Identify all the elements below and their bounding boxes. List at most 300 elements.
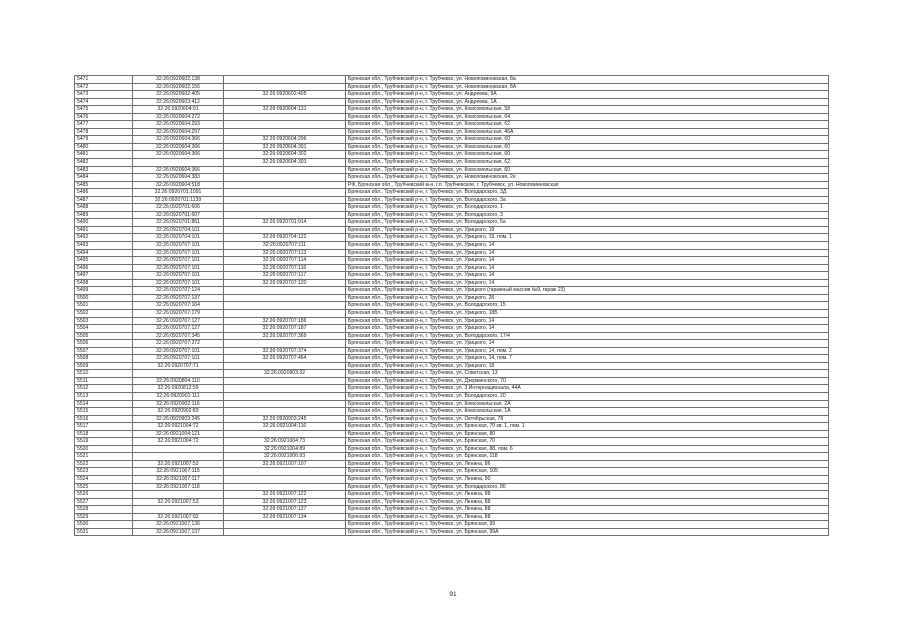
parcel-cadastral-cell: 32:26:0920804:110 xyxy=(133,377,224,385)
row-number-cell: 5480 xyxy=(75,143,133,151)
row-number-cell: 5516 xyxy=(75,415,133,423)
object-cadastral-cell xyxy=(224,166,346,174)
row-number-cell: 5490 xyxy=(75,219,133,227)
parcel-cadastral-cell: 32:26:0920701:1091 xyxy=(133,189,224,197)
row-number-cell: 5504 xyxy=(75,325,133,333)
parcel-cadastral-cell: 32:26:0920707:179 xyxy=(133,309,224,317)
parcel-cadastral-cell: 32:26:0920704:101 xyxy=(133,226,224,234)
object-cadastral-cell: 32:26:0920707:369 xyxy=(224,332,346,340)
table-row xyxy=(75,219,829,227)
table-row xyxy=(75,400,829,408)
object-cadastral-cell: 32:26:0920701:914 xyxy=(224,219,346,227)
row-number-cell: 5477 xyxy=(75,121,133,129)
table-row xyxy=(75,234,829,242)
address-cell: Брянская обл., Трубчевский р-н, г. Трубчевск, ул. Комсомольская, 64 xyxy=(346,113,829,121)
row-number-cell: 5502 xyxy=(75,309,133,317)
table-row xyxy=(75,189,829,197)
parcel-cadastral-cell: 32:26:0921007:115 xyxy=(133,468,224,476)
parcel-cadastral-cell: 32:26:0921007:53 xyxy=(133,460,224,468)
object-cadastral-cell xyxy=(224,302,346,310)
row-number-cell: 5520 xyxy=(75,445,133,453)
row-number-cell: 5531 xyxy=(75,528,133,536)
address-cell: Брянская обл., Трубчевский р-н, г. Трубчевск, ул. Комсомольская, 60 xyxy=(346,151,829,159)
object-cadastral-cell: 32:26:0920604:131 xyxy=(224,106,346,114)
table-row xyxy=(75,151,829,159)
table-row xyxy=(75,302,829,310)
object-cadastral-cell xyxy=(224,408,346,416)
object-cadastral-cell xyxy=(224,362,346,370)
parcel-cadastral-cell: 32:26:0920602:138 xyxy=(133,76,224,84)
row-number-cell: 5524 xyxy=(75,475,133,483)
address-cell: Брянская обл., Трубчевский р-н, г. Трубчевск, ул. Урицкого, 14, пом. 7 xyxy=(346,355,829,363)
object-cadastral-cell xyxy=(224,528,346,536)
address-cell: Брянская обл., Трубчевский р-н, г. Трубчевск, ул. Володарского, 1 xyxy=(346,204,829,212)
table-row xyxy=(75,242,829,250)
parcel-cadastral-cell: 32:26:0920902:116 xyxy=(133,400,224,408)
row-number-cell: 5498 xyxy=(75,279,133,287)
object-cadastral-cell xyxy=(224,113,346,121)
row-number-cell: 5523 xyxy=(75,468,133,476)
table-row xyxy=(75,249,829,257)
object-cadastral-cell: 32:26:0920704:122 xyxy=(224,234,346,242)
row-number-cell: 5487 xyxy=(75,196,133,204)
object-cadastral-cell xyxy=(224,121,346,129)
row-number-cell: 5521 xyxy=(75,453,133,461)
table-row xyxy=(75,430,829,438)
object-cadastral-cell: 32:26:0921004:73 xyxy=(224,438,346,446)
row-number-cell: 5505 xyxy=(75,332,133,340)
address-cell: Брянская обл., Трубчевский р-н, г. Трубчевск, ул. Урицкого, 14 xyxy=(346,272,829,280)
object-cadastral-cell: 32:26:0921007:134 xyxy=(224,513,346,521)
object-cadastral-cell xyxy=(224,468,346,476)
table-row xyxy=(75,143,829,151)
row-number-cell: 5478 xyxy=(75,128,133,136)
row-number-cell: 5479 xyxy=(75,136,133,144)
object-cadastral-cell xyxy=(224,211,346,219)
address-cell: Брянская обл., Трубчевский р-н, г. Трубчевск, ул. Брянская, 80 xyxy=(346,430,829,438)
object-cadastral-cell: 32:26:0921004:116 xyxy=(224,423,346,431)
address-cell: Брянская обл., Трубчевский р-н, г. Трубчевск, ул. Володарского, 20 xyxy=(346,392,829,400)
parcel-cadastral-cell: 32:26:0920604:91 xyxy=(133,106,224,114)
address-cell: Брянская обл., Трубчевский р-н, г. Трубчевск, ул. Брянская, 70 xyxy=(346,438,829,446)
table-row xyxy=(75,264,829,272)
address-cell: Брянская обл., Трубчевский р-н, г. Трубчевск, ул. Комсомольская, 62 xyxy=(346,159,829,167)
parcel-cadastral-cell: 32:26:0920707:101 xyxy=(133,249,224,257)
address-cell: Брянская обл., Трубчевский р-н, г. Трубчевск, ул. Андреева, 9А xyxy=(346,91,829,99)
address-cell: Брянская обл., Трубчевский р-н, г. Трубчевск, ул. Урицкого, 14 xyxy=(346,249,829,257)
row-number-cell: 5493 xyxy=(75,242,133,250)
row-number-cell: 5486 xyxy=(75,189,133,197)
address-cell: Брянская обл., Трубчевский р-н, г. Трубчевск, ул. Володарского, 3 xyxy=(346,211,829,219)
parcel-cadastral-cell: 32:26:0920707:101 xyxy=(133,279,224,287)
row-number-cell: 5489 xyxy=(75,211,133,219)
table-row xyxy=(75,377,829,385)
row-number-cell: 5512 xyxy=(75,385,133,393)
parcel-cadastral-cell: 32:26:0920707:164 xyxy=(133,302,224,310)
object-cadastral-cell xyxy=(224,287,346,295)
table-row xyxy=(75,528,829,536)
address-cell: Брянская обл., Трубчевский р-н, г. Трубчевск, ул. Урицкого, 14, пом. 2 xyxy=(346,347,829,355)
object-cadastral-cell: 32:26:0920707:187 xyxy=(224,325,346,333)
table-row xyxy=(75,272,829,280)
address-cell: Брянская обл., Трубчевский р-н, г. Трубчевск, ул. Володарского, 3а xyxy=(346,196,829,204)
object-cadastral-cell: 32:26:0921006:93 xyxy=(224,453,346,461)
table-row xyxy=(75,76,829,84)
row-number-cell: 5525 xyxy=(75,483,133,491)
parcel-cadastral-cell: 32:26:0920604:293 xyxy=(133,121,224,129)
parcel-cadastral-cell: 32:26:0921007:117 xyxy=(133,475,224,483)
parcel-cadastral-cell: 32:26:0920707:101 xyxy=(133,242,224,250)
address-cell: Брянская обл., Трубчевский р-н, г. Трубчевск, ул. Урицкого, 18Б xyxy=(346,309,829,317)
parcel-cadastral-cell: 32:26:0921004:72 xyxy=(133,438,224,446)
row-number-cell: 5519 xyxy=(75,438,133,446)
row-number-cell: 5522 xyxy=(75,460,133,468)
table-row xyxy=(75,113,829,121)
row-number-cell: 5500 xyxy=(75,294,133,302)
row-number-cell: 5492 xyxy=(75,234,133,242)
parcel-cadastral-cell: 32:26:0920707:372 xyxy=(133,340,224,348)
object-cadastral-cell: 32:26:0920604:301 xyxy=(224,143,346,151)
address-cell: Брянская обл., Трубчевский р-н, г. Трубчевск, ул. Володарского, 3Д xyxy=(346,189,829,197)
address-cell: Брянская обл., Трубчевский р-н, г. Трубчевск, ул. Ленина, 88 xyxy=(346,491,829,499)
object-cadastral-cell xyxy=(224,76,346,84)
address-cell: Брянская обл., Трубчевский р-н, г. Трубчевск, ул. Урицкого, 14 xyxy=(346,257,829,265)
table-row xyxy=(75,204,829,212)
table-row xyxy=(75,355,829,363)
table-row xyxy=(75,257,829,265)
row-number-cell: 5527 xyxy=(75,498,133,506)
table-row xyxy=(75,453,829,461)
row-number-cell: 5499 xyxy=(75,287,133,295)
row-number-cell: 5495 xyxy=(75,257,133,265)
object-cadastral-cell xyxy=(224,294,346,302)
table-row xyxy=(75,460,829,468)
row-number-cell: 5509 xyxy=(75,362,133,370)
table-row xyxy=(75,181,829,189)
parcel-cadastral-cell: 32:26:0920901:111 xyxy=(133,392,224,400)
address-cell: Брянская обл., Трубчевский р-н, г. Трубчевск, ул. Комсомольская, 1А xyxy=(346,408,829,416)
page-number: 91 xyxy=(449,591,457,598)
table-row xyxy=(75,415,829,423)
table-row xyxy=(75,392,829,400)
object-cadastral-cell: 32:26:0920903:245 xyxy=(224,415,346,423)
address-cell: Брянская обл., Трубчевский р-н, г. Трубчевск, ул. Новопоминовская, 8А xyxy=(346,83,829,91)
row-number-cell: 5472 xyxy=(75,83,133,91)
object-cadastral-cell xyxy=(224,392,346,400)
address-cell: Брянская обл., Трубчевский р-н, г. Трубчевск, ул. Володарского, 15 xyxy=(346,302,829,310)
registry-table xyxy=(74,75,829,536)
row-number-cell: 5483 xyxy=(75,166,133,174)
row-number-cell: 5475 xyxy=(75,106,133,114)
parcel-cadastral-cell xyxy=(133,453,224,461)
address-cell: Брянская обл., Трубчевский р-н, г. Трубчевск, ул. Комсомольская, 62 xyxy=(346,121,829,129)
address-cell: Брянская обл., Трубчевский р-н, г. Трубчевск, ул. Урицкого, 14 xyxy=(346,325,829,333)
row-number-cell: 5518 xyxy=(75,430,133,438)
parcel-cadastral-cell: 32:26:0920604:366 xyxy=(133,166,224,174)
object-cadastral-cell xyxy=(224,377,346,385)
object-cadastral-cell xyxy=(224,181,346,189)
parcel-cadastral-cell xyxy=(133,491,224,499)
object-cadastral-cell xyxy=(224,196,346,204)
parcel-cadastral-cell: 32:26:0920707:101 xyxy=(133,257,224,265)
table-row xyxy=(75,98,829,106)
object-cadastral-cell: 32:26:0920604:303 xyxy=(224,159,346,167)
address-cell: Брянская обл., Трубчевский р-н, г. Трубчевск, ул. Володарского, 86 xyxy=(346,483,829,491)
address-cell: Брянская обл., Трубчевский р-н, г. Трубчевск, ул. Ленина, 86 xyxy=(346,460,829,468)
address-cell: Брянская обл., Трубчевский р-н, г. Трубчевск, ул. Брянская, 105 xyxy=(346,468,829,476)
row-number-cell: 5482 xyxy=(75,159,133,167)
address-cell: Брянская обл., Трубчевский р-н, г. Трубчевск, ул. Комсомольская, 58 xyxy=(346,106,829,114)
table-row xyxy=(75,491,829,499)
row-number-cell: 5503 xyxy=(75,317,133,325)
object-cadastral-cell xyxy=(224,475,346,483)
object-cadastral-cell xyxy=(224,340,346,348)
address-cell: Брянская обл., Трубчевский р-н, г. Трубчевск, ул. Ленина, 88 xyxy=(346,513,829,521)
parcel-cadastral-cell: 32:26:0920707:127 xyxy=(133,325,224,333)
object-cadastral-cell: 32:26:0920707:464 xyxy=(224,355,346,363)
object-cadastral-cell: 32:26:0920803:32 xyxy=(224,370,346,378)
object-cadastral-cell xyxy=(224,309,346,317)
address-cell: Брянская обл., Трубчевский р-н, г. Трубчевск, ул. Дзержинского, 70 xyxy=(346,377,829,385)
table-row xyxy=(75,128,829,136)
address-cell: Брянская обл., Трубчевский р-н, г. Трубчевск, ул. Урицкого, 14 xyxy=(346,264,829,272)
object-cadastral-cell: 32:26:0921007:122 xyxy=(224,491,346,499)
parcel-cadastral-cell: 32:26:0921007:53 xyxy=(133,498,224,506)
object-cadastral-cell xyxy=(224,385,346,393)
object-cadastral-cell: 32:26:0921007:123 xyxy=(224,498,346,506)
address-cell: Брянская обл., Трубчевский р-н, г. Трубчевск, ул. Брянская, 118 xyxy=(346,453,829,461)
address-cell: Брянская обл., Трубчевский р-н, г. Трубчевск, ул. Комсомольская, 60 xyxy=(346,143,829,151)
row-number-cell: 5529 xyxy=(75,513,133,521)
table-row xyxy=(75,475,829,483)
parcel-cadastral-cell: 32:26:0920812:59 xyxy=(133,385,224,393)
object-cadastral-cell: 32:26:0921004:89 xyxy=(224,445,346,453)
parcel-cadastral-cell: 32:26:0920604:518 xyxy=(133,181,224,189)
parcel-cadastral-cell: 32:26:0920707:345 xyxy=(133,332,224,340)
parcel-cadastral-cell: 32:26:0920604:366 xyxy=(133,151,224,159)
address-cell: Брянская обл., Трубчевский р-н, г. Трубчевск, ул. Ленина, 90 xyxy=(346,475,829,483)
row-number-cell: 5501 xyxy=(75,302,133,310)
object-cadastral-cell xyxy=(224,128,346,136)
table-row xyxy=(75,423,829,431)
row-number-cell: 5484 xyxy=(75,174,133,182)
object-cadastral-cell: 32:26:0920707:113 xyxy=(224,249,346,257)
object-cadastral-cell xyxy=(224,204,346,212)
table-row xyxy=(75,121,829,129)
parcel-cadastral-cell: 32:26:0920707:71 xyxy=(133,362,224,370)
row-number-cell: 5517 xyxy=(75,423,133,431)
address-cell: Брянская обл., Трубчевский р-н, г. Трубчевск, ул. Урицкого (гаражный массив №9, гараж 23) xyxy=(346,287,829,295)
table-row xyxy=(75,317,829,325)
parcel-cadastral-cell: 32:26:0920701:1139 xyxy=(133,196,224,204)
table-row xyxy=(75,226,829,234)
row-number-cell: 5526 xyxy=(75,491,133,499)
row-number-cell: 5485 xyxy=(75,181,133,189)
parcel-cadastral-cell: 32:26:0921004:121 xyxy=(133,430,224,438)
parcel-cadastral-cell: 32:26:0921007:118 xyxy=(133,483,224,491)
row-number-cell: 5510 xyxy=(75,370,133,378)
address-cell: Брянская обл., Трубчевский р-н, г. Трубчевск, ул. Володарского, 5а xyxy=(346,219,829,227)
parcel-cadastral-cell: 32:26:0920903:245 xyxy=(133,415,224,423)
table-row xyxy=(75,136,829,144)
parcel-cadastral-cell: 32:26:0920604:366 xyxy=(133,136,224,144)
address-cell: Брянская обл., Трубчевский р-н, г. Трубчевск, ул. Урицкого, 19, пом. 1 xyxy=(346,234,829,242)
object-cadastral-cell xyxy=(224,430,346,438)
object-cadastral-cell: 32:26:0920707:120 xyxy=(224,279,346,287)
address-cell: Брянская обл., Трубчевский р-н, г. Трубчевск, ул. Брянская, 88, пом. 6 xyxy=(346,445,829,453)
table-row xyxy=(75,362,829,370)
table-row xyxy=(75,385,829,393)
table-row xyxy=(75,325,829,333)
address-cell: Брянская обл., Трубчевский р-н, г. Трубчевск, ул. Володарского, 17/4 xyxy=(346,332,829,340)
parcel-cadastral-cell: 32:26:0920704:101 xyxy=(133,234,224,242)
parcel-cadastral-cell: 32:26:0920707:101 xyxy=(133,355,224,363)
parcel-cadastral-cell: 32:26:0920707:101 xyxy=(133,347,224,355)
object-cadastral-cell xyxy=(224,226,346,234)
row-number-cell: 5508 xyxy=(75,355,133,363)
table-row xyxy=(75,211,829,219)
parcel-cadastral-cell: 32:26:0920604:366 xyxy=(133,143,224,151)
object-cadastral-cell: 32:26:0920707:117 xyxy=(224,272,346,280)
object-cadastral-cell: 32:26:0921007:107 xyxy=(224,460,346,468)
table-row xyxy=(75,83,829,91)
address-cell: Брянская обл., Трубчевский р-н, г. Трубчевск, ул. Комсомольская, 2А xyxy=(346,400,829,408)
row-number-cell: 5474 xyxy=(75,98,133,106)
row-number-cell: 5514 xyxy=(75,400,133,408)
row-number-cell: 5530 xyxy=(75,521,133,529)
object-cadastral-cell: 32:26:0921007:127 xyxy=(224,506,346,514)
address-cell: Брянская обл., Трубчевский р-н, г. Трубчевск, ул. Андреева, 1А xyxy=(346,98,829,106)
table-row xyxy=(75,332,829,340)
table-row xyxy=(75,91,829,99)
table-row xyxy=(75,483,829,491)
object-cadastral-cell: 32:26:0920707:114 xyxy=(224,257,346,265)
row-number-cell: 5471 xyxy=(75,76,133,84)
address-cell: Брянская обл., Трубчевский р-н, г. Трубчевск, ул. Октябрьская, 78 xyxy=(346,415,829,423)
parcel-cadastral-cell: 32:26:0920602:405 xyxy=(133,91,224,99)
address-cell: Брянская обл., Трубчевский р-н, г. Трубчевск, ул. Новопоминовская, 8а xyxy=(346,76,829,84)
address-cell: Брянская обл., Трубчевский р-н, г. Трубчевск, ул. Брянская, 99 xyxy=(346,521,829,529)
table-row xyxy=(75,438,829,446)
address-cell: Брянская обл., Трубчевский р-н, г. Трубчевск, ул. Ленина, 88 xyxy=(346,506,829,514)
parcel-cadastral-cell xyxy=(133,506,224,514)
parcel-cadastral-cell: 32:26:0921004:72 xyxy=(133,423,224,431)
parcel-cadastral-cell: 32:26:0920707:101 xyxy=(133,272,224,280)
row-number-cell: 5513 xyxy=(75,392,133,400)
parcel-cadastral-cell: 32:26:0920701:607 xyxy=(133,211,224,219)
table-row xyxy=(75,468,829,476)
table-row xyxy=(75,106,829,114)
parcel-cadastral-cell: 32:26:0920604:297 xyxy=(133,128,224,136)
object-cadastral-cell: 32:26:0920604:302 xyxy=(224,151,346,159)
row-number-cell: 5491 xyxy=(75,226,133,234)
address-cell: Брянская обл., Трубчевский р-н, г. Трубчевск, ул. Комсомольская, 60 xyxy=(346,136,829,144)
address-cell: Брянская обл., Трубчевский р-н, г. Трубчевск, ул. Комсомольская, 46А xyxy=(346,128,829,136)
table-row xyxy=(75,159,829,167)
object-cadastral-cell xyxy=(224,83,346,91)
address-cell: Брянская обл., Трубчевский р-н, г. Трубчевск, ул. Брянская, 70 кв. 1, пом. 1 xyxy=(346,423,829,431)
table-row xyxy=(75,513,829,521)
parcel-cadastral-cell: 32:26:0921007:92 xyxy=(133,513,224,521)
address-cell: Брянская обл., Трубчевский р-н, г. Трубчевск, ул. Ленина, 88 xyxy=(346,498,829,506)
parcel-cadastral-cell: 32:26:0920701:606 xyxy=(133,204,224,212)
row-number-cell: 5496 xyxy=(75,264,133,272)
row-number-cell: 5515 xyxy=(75,408,133,416)
parcel-cadastral-cell xyxy=(133,445,224,453)
parcel-cadastral-cell: 32:26:0920707:101 xyxy=(133,264,224,272)
parcel-cadastral-cell: 32:26:0920707:137 xyxy=(133,294,224,302)
address-cell: Брянская обл., Трубчевский р-н, г. Трубчевск, ул. Урицкого, 18 xyxy=(346,362,829,370)
table-row xyxy=(75,445,829,453)
object-cadastral-cell: 32:26:0920707:111 xyxy=(224,242,346,250)
object-cadastral-cell xyxy=(224,174,346,182)
parcel-cadastral-cell xyxy=(133,370,224,378)
row-number-cell: 5481 xyxy=(75,151,133,159)
table-row xyxy=(75,340,829,348)
object-cadastral-cell xyxy=(224,98,346,106)
object-cadastral-cell xyxy=(224,400,346,408)
parcel-cadastral-cell xyxy=(133,159,224,167)
row-number-cell: 5476 xyxy=(75,113,133,121)
parcel-cadastral-cell: 32:26:0920604:272 xyxy=(133,113,224,121)
address-cell: Брянская обл., Трубчевский р-н, г. Трубчевск, ул. Брянская, 99А xyxy=(346,528,829,536)
object-cadastral-cell xyxy=(224,483,346,491)
parcel-cadastral-cell: 32:26:0921007:136 xyxy=(133,521,224,529)
table-row xyxy=(75,347,829,355)
row-number-cell: 5494 xyxy=(75,249,133,257)
parcel-cadastral-cell: 32:26:0920602:156 xyxy=(133,83,224,91)
address-cell: РФ, Брянская обл., Трубчевский м-н, г.п. Трубчевское, г. Трубчевск, ул. Новопоминовская xyxy=(346,181,829,189)
object-cadastral-cell: 32:26:0920707:374 xyxy=(224,347,346,355)
object-cadastral-cell xyxy=(224,189,346,197)
table-row xyxy=(75,166,829,174)
table-row xyxy=(75,174,829,182)
address-cell: Брянская обл., Трубчевский р-н, г. Трубчевск, ул. Комсомольская, 60 xyxy=(346,166,829,174)
table-row xyxy=(75,294,829,302)
parcel-cadastral-cell: 32:26:0920707:124 xyxy=(133,287,224,295)
table-row xyxy=(75,196,829,204)
table-row xyxy=(75,521,829,529)
address-cell: Брянская обл., Трубчевский р-н, г. Трубчевск, ул. Новопоминовская, 2е xyxy=(346,174,829,182)
table-row xyxy=(75,309,829,317)
parcel-cadastral-cell: 32:26:0920707:127 xyxy=(133,317,224,325)
object-cadastral-cell: 32:26:0920604:296 xyxy=(224,136,346,144)
row-number-cell: 5488 xyxy=(75,204,133,212)
address-cell: Брянская обл., Трубчевский р-н, г. Трубчевск, ул. 3 Интернационала, 44А xyxy=(346,385,829,393)
table-row xyxy=(75,498,829,506)
table-row xyxy=(75,370,829,378)
object-cadastral-cell: 32:26:0920707:116 xyxy=(224,264,346,272)
address-cell: Брянская обл., Трубчевский р-н, г. Трубчевск, ул. Урицкого, 14 xyxy=(346,340,829,348)
object-cadastral-cell: 32:26:0920602:405 xyxy=(224,91,346,99)
table-row xyxy=(75,506,829,514)
table-row xyxy=(75,408,829,416)
row-number-cell: 5507 xyxy=(75,347,133,355)
object-cadastral-cell xyxy=(224,521,346,529)
address-cell: Брянская обл., Трубчевский р-н, г. Трубчевск, ул. Советская, 13 xyxy=(346,370,829,378)
table-row xyxy=(75,287,829,295)
row-number-cell: 5473 xyxy=(75,91,133,99)
address-cell: Брянская обл., Трубчевский р-н, г. Трубчевск, ул. Урицкого, 26 xyxy=(346,294,829,302)
address-cell: Брянская обл., Трубчевский р-н, г. Трубчевск, ул. Урицкого, 19 xyxy=(346,226,829,234)
row-number-cell: 5528 xyxy=(75,506,133,514)
parcel-cadastral-cell: 32:26:0921007:137 xyxy=(133,528,224,536)
object-cadastral-cell: 32:26:0920707:186 xyxy=(224,317,346,325)
address-cell: Брянская обл., Трубчевский р-н, г. Трубчевск, ул. Урицкого, 14 xyxy=(346,242,829,250)
registry-table-body xyxy=(75,76,829,536)
parcel-cadastral-cell: 32:26:0920603:412 xyxy=(133,98,224,106)
row-number-cell: 5506 xyxy=(75,340,133,348)
